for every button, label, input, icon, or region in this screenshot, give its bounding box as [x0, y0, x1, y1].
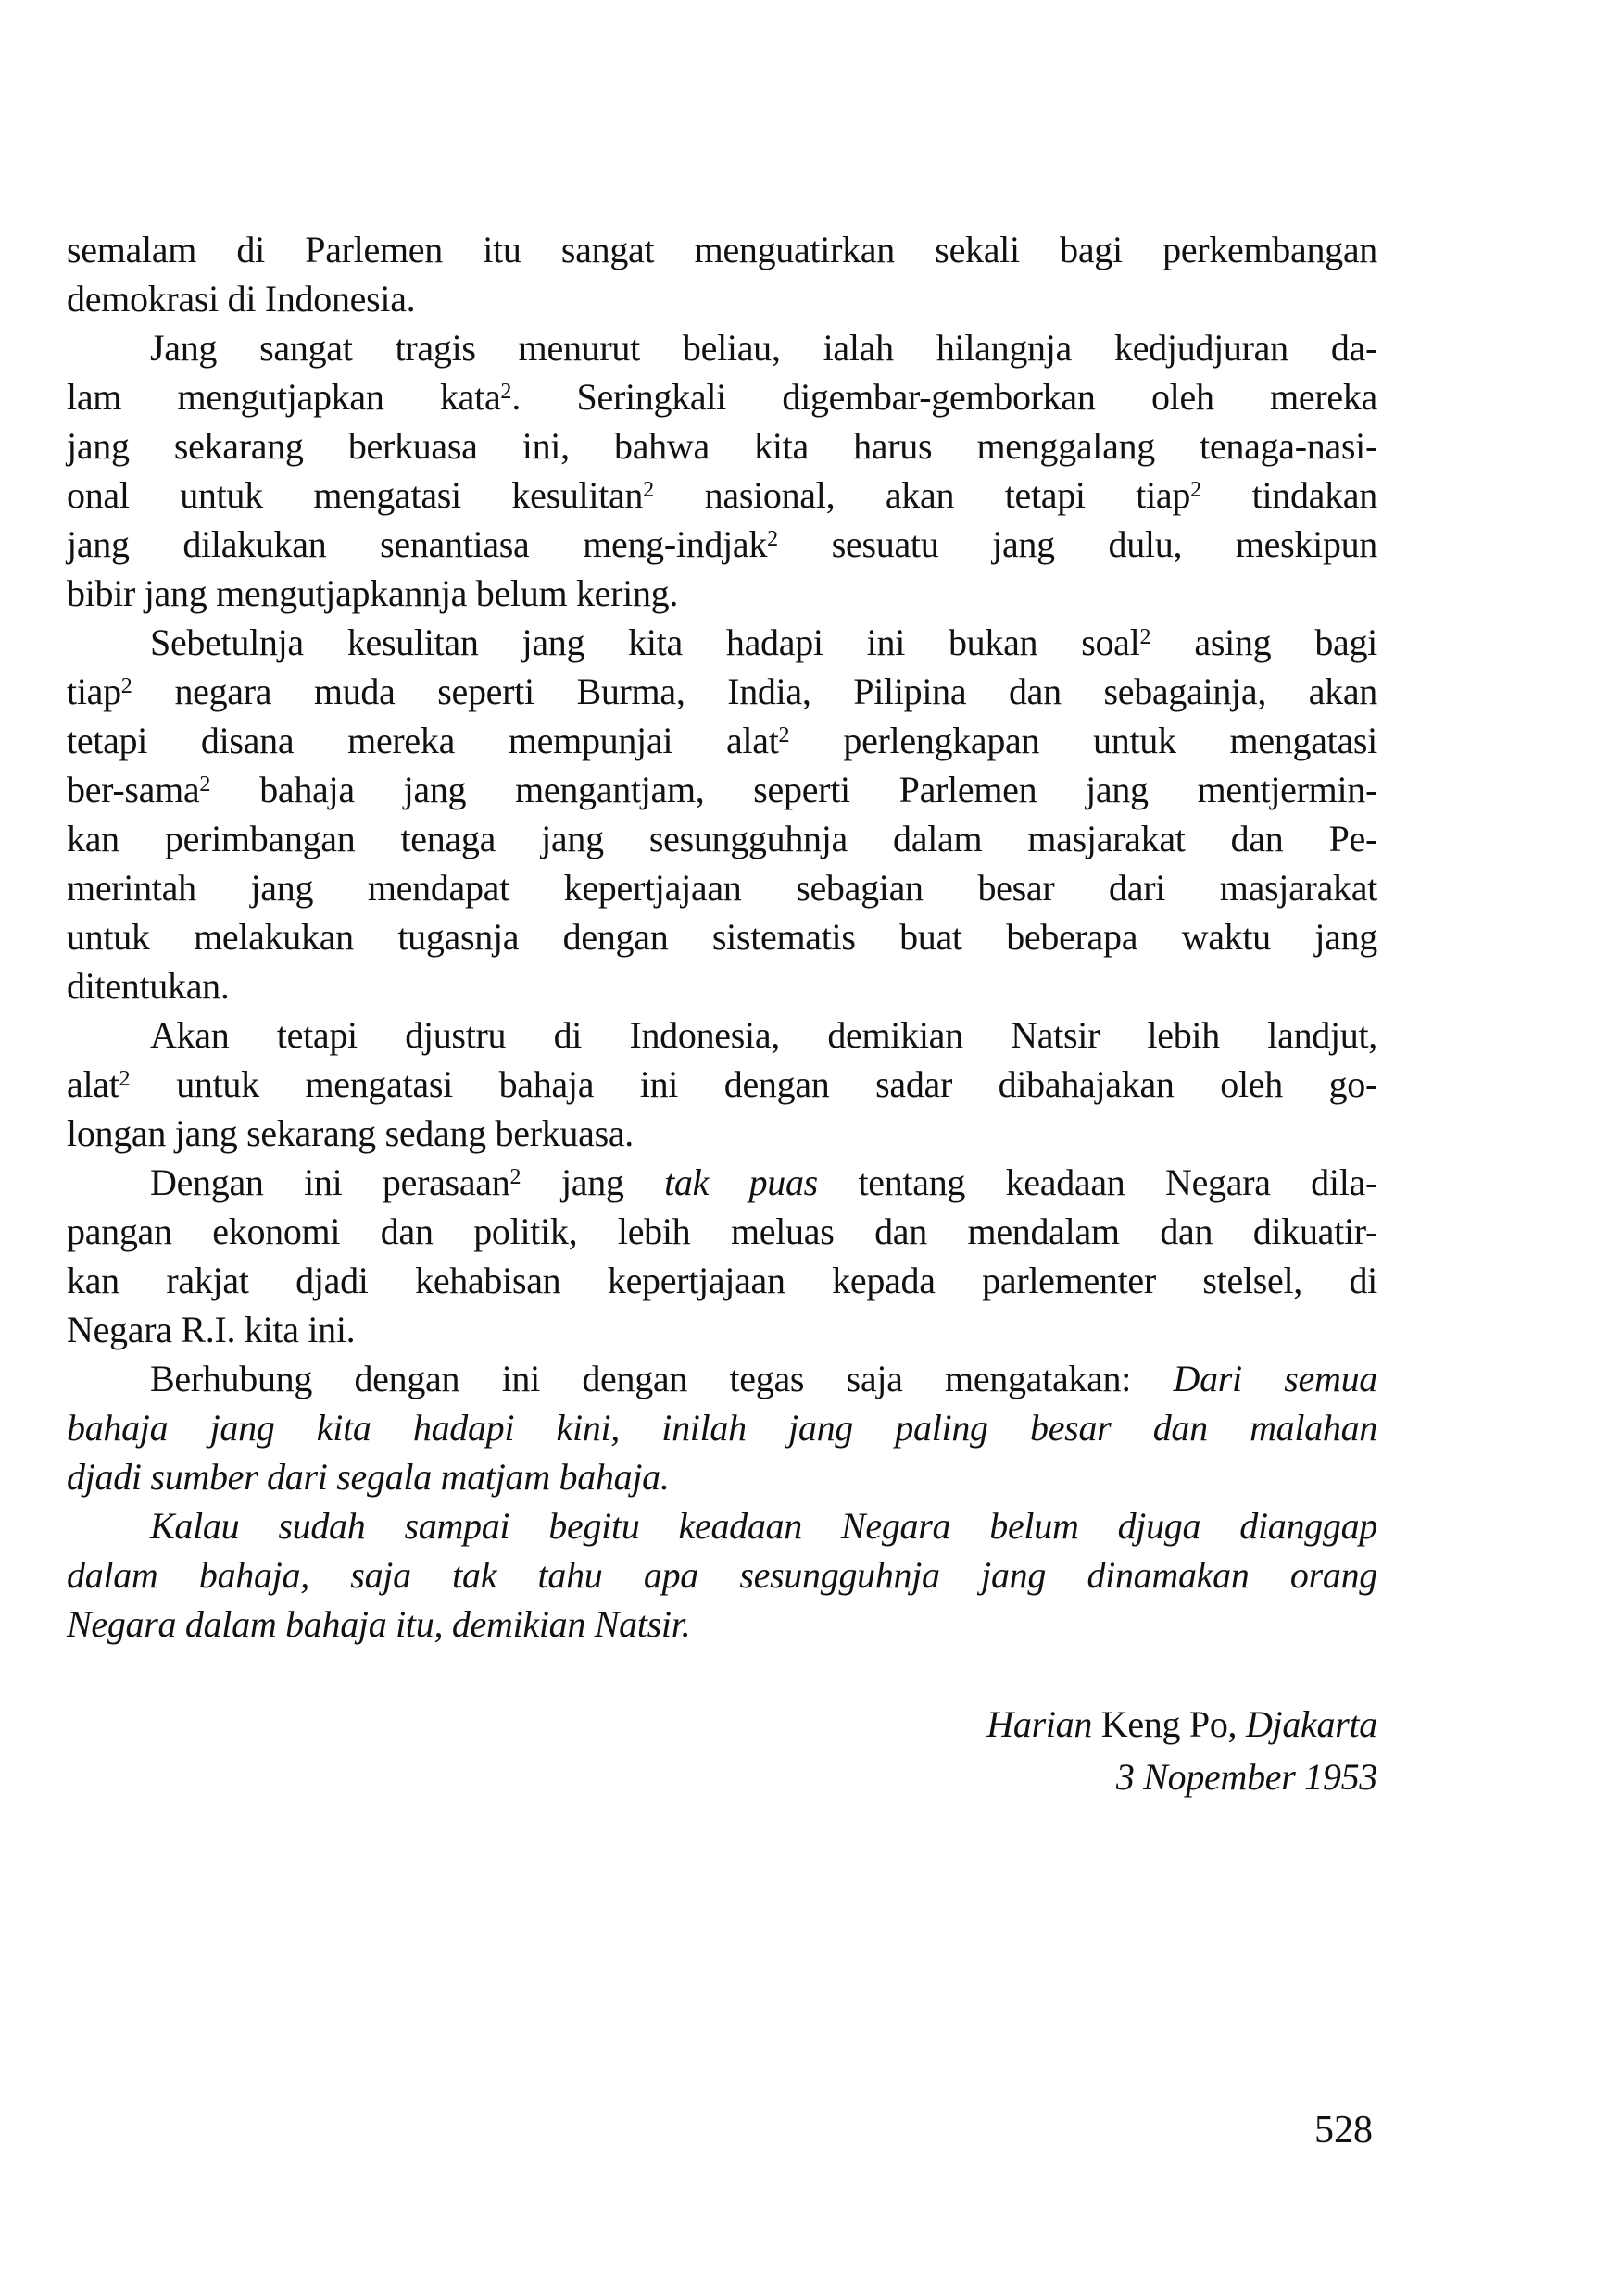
text-line: [67, 274, 1377, 323]
text-run: lam mengutjapkan kata: [67, 376, 501, 418]
page-number: 528: [1314, 2109, 1373, 2152]
text-line: [67, 1158, 1377, 1207]
text-run: Negara R.I. kita ini.: [67, 1309, 356, 1350]
text-run: Jang sangat tragis menurut beliau, ialah hilangnja kedjudjuran da-: [150, 327, 1377, 369]
body-text: [67, 225, 1377, 1649]
text-run: jang dilakukan senantiasa meng-indjak: [67, 523, 768, 565]
paragraph: [67, 1501, 1377, 1649]
text-run: longan jang sekarang sedang berkuasa.: [67, 1112, 635, 1154]
text-run: onal untuk mengatasi kesulitan: [67, 474, 644, 516]
text-line: [67, 1501, 1377, 1550]
text-line: [67, 618, 1377, 667]
text-line: [67, 470, 1377, 520]
superscript-2: 2: [199, 772, 211, 797]
text-line: [67, 1600, 1377, 1649]
attribution: [544, 1698, 1377, 1803]
text-run: tiap: [67, 671, 121, 712]
text-run: Berhubung dengan ini dengan tegas saja mengatakan:: [150, 1358, 1174, 1399]
superscript-2: 2: [509, 1165, 521, 1189]
superscript-2: 2: [778, 723, 790, 747]
text-run: bibir jang mengutjapkannja belum kering.: [67, 572, 679, 614]
text-line: [67, 1305, 1377, 1354]
text-run: kan perimbangan tenaga jang sesungguhnja dalam masjarakat dan Pe-: [67, 818, 1377, 859]
text-run: Harian: [986, 1703, 1093, 1745]
text-line: [67, 961, 1377, 1010]
attribution-line: [544, 1750, 1377, 1803]
text-run: Dari semua: [1173, 1358, 1377, 1399]
text-run: tentang keadaan Negara dila-: [817, 1161, 1377, 1203]
superscript-2: 2: [767, 527, 779, 551]
text-run: 3 Nopember 1953: [1115, 1756, 1377, 1798]
text-run: jang: [521, 1161, 665, 1203]
text-run: Akan tetapi djustru di Indonesia, demikian Natsir lebih landjut,: [150, 1014, 1377, 1056]
text-run: Negara dalam bahaja itu, demikian Natsir.: [67, 1603, 691, 1645]
text-line: [67, 912, 1377, 961]
text-run: asing bagi: [1150, 621, 1377, 663]
text-run: Keng Po,: [1092, 1703, 1246, 1745]
text-run: perlengkapan untuk mengatasi: [789, 720, 1377, 761]
text-run: sesuatu jang dulu, meskipun: [778, 523, 1377, 565]
text-run: alat: [67, 1063, 119, 1105]
text-line: [67, 1550, 1377, 1600]
text-run: bahaja jang kita hadapi kini, inilah jang paling besar dan malahan: [67, 1407, 1377, 1449]
text-run: ber-sama: [67, 769, 200, 810]
text-run: untuk mengatasi bahaja ini dengan sadar dibahajakan oleh go-: [130, 1063, 1377, 1105]
text-run: nasional, akan tetapi tiap: [654, 474, 1191, 516]
paragraph: [67, 1158, 1377, 1354]
text-run: jang sekarang berkuasa ini, bahwa kita harus menggalang tenaga-nasi-: [67, 425, 1377, 467]
text-run: Djakarta: [1245, 1703, 1377, 1745]
text-run: djadi sumber dari segala matjam bahaja.: [67, 1456, 670, 1498]
superscript-2: 2: [1190, 478, 1202, 502]
superscript-2: 2: [1139, 625, 1151, 649]
text-line: [67, 520, 1377, 569]
text-run: demokrasi di Indonesia.: [67, 278, 416, 320]
text-run: Sebetulnja kesulitan jang kita hadapi ini bukan soal: [150, 621, 1140, 663]
text-line: [67, 323, 1377, 372]
text-run: tak puas: [664, 1161, 818, 1203]
text-run: tindakan: [1201, 474, 1377, 516]
paragraph: [67, 1010, 1377, 1158]
superscript-2: 2: [500, 380, 512, 404]
text-line: [67, 814, 1377, 863]
text-run: untuk melakukan tugasnja dengan sistematis buat beberapa waktu jang: [67, 916, 1377, 958]
text-line: [67, 1256, 1377, 1305]
text-run: Kalau sudah sampai begitu keadaan Negara belum djuga dianggap: [150, 1505, 1377, 1547]
text-run: ditentukan.: [67, 965, 230, 1007]
superscript-2: 2: [119, 1067, 131, 1091]
text-line: [67, 1060, 1377, 1109]
superscript-2: 2: [120, 674, 132, 698]
text-run: bahaja jang mengantjam, seperti Parlemen jang mentjermin-: [210, 769, 1377, 810]
paragraph: [67, 225, 1377, 323]
text-run: negara muda seperti Burma, India, Pilipina dan sebagainja, akan: [132, 671, 1377, 712]
text-line: [67, 569, 1377, 618]
text-line: [67, 1207, 1377, 1256]
text-run: merintah jang mendapat kepertjajaan sebagian besar dari masjarakat: [67, 867, 1377, 909]
text-line: [67, 1403, 1377, 1452]
text-run: tetapi disana mereka mempunjai alat: [67, 720, 779, 761]
text-line: [67, 421, 1377, 470]
paragraph: [67, 323, 1377, 618]
text-line: [67, 667, 1377, 716]
text-line: [67, 1354, 1377, 1403]
paragraph: [67, 1354, 1377, 1501]
text-line: [67, 716, 1377, 765]
text-run: dalam bahaja, saja tak tahu apa sesungguhnja jang dinamakan orang: [67, 1554, 1377, 1596]
text-line: [67, 863, 1377, 912]
attribution-line: [544, 1698, 1377, 1750]
text-run: pangan ekonomi dan politik, lebih meluas dan mendalam dan dikuatir-: [67, 1211, 1377, 1252]
text-line: [67, 1109, 1377, 1158]
text-run: semalam di Parlemen itu sangat menguatirkan sekali bagi perkembangan: [67, 229, 1377, 270]
text-line: [67, 225, 1377, 274]
text-run: kan rakjat djadi kehabisan kepertjajaan kepada parlementer stelsel, di: [67, 1260, 1377, 1301]
text-line: [67, 1452, 1377, 1501]
text-line: [67, 765, 1377, 814]
text-line: [67, 1010, 1377, 1060]
superscript-2: 2: [643, 478, 655, 502]
text-run: Dengan ini perasaan: [150, 1161, 510, 1203]
text-run: . Seringkali digembar-gemborkan oleh mereka: [511, 376, 1377, 418]
paragraph: [67, 618, 1377, 1010]
text-line: [67, 372, 1377, 421]
